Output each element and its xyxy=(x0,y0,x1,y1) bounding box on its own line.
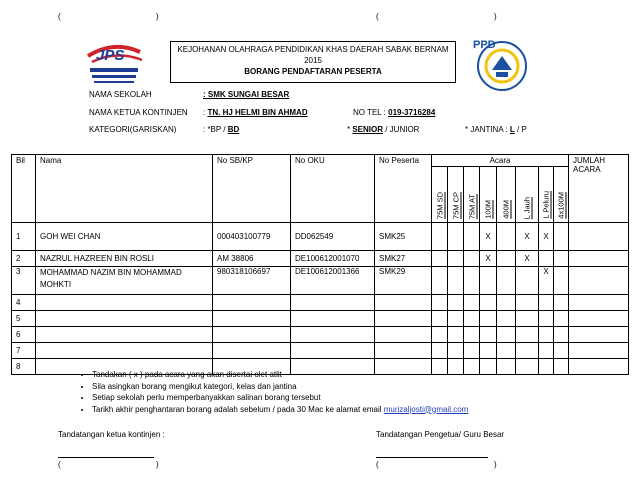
cell-jumlah xyxy=(569,223,629,251)
cell-event-mark[interactable] xyxy=(480,327,497,343)
cell-peserta: SMK29 xyxy=(375,267,432,295)
table-header-row xyxy=(12,155,629,167)
cell-event-mark: X xyxy=(539,267,554,295)
instruction-item: • Sila asingkan borang mengikut kategori, kelas dan jantina xyxy=(92,381,468,393)
cell-jumlah[interactable] xyxy=(569,295,629,311)
event-header xyxy=(554,167,569,223)
event-header xyxy=(464,167,480,223)
table-row xyxy=(12,251,629,267)
cell-event-mark xyxy=(539,251,554,267)
leader-signature-line[interactable] xyxy=(58,457,154,458)
category-value: BD xyxy=(227,125,240,134)
cell-event-mark[interactable] xyxy=(539,311,554,327)
cell-sbkp: 980318106697 xyxy=(213,267,291,295)
cell-event-mark[interactable] xyxy=(497,359,516,375)
cell-event-mark xyxy=(432,223,448,251)
leader-name-paren-close: ) xyxy=(156,460,159,469)
cell-event-mark[interactable] xyxy=(539,295,554,311)
cell-event-mark xyxy=(497,267,516,295)
cell-sbkp[interactable] xyxy=(213,327,291,343)
cell-jumlah xyxy=(569,251,629,267)
header-sbkp: No SB/KP xyxy=(213,155,291,223)
cell-peserta: SMK25 xyxy=(375,223,432,251)
header-bil: Bil xyxy=(12,155,36,223)
cell-nama[interactable] xyxy=(36,343,213,359)
cell-event-mark xyxy=(480,267,497,295)
cell-event-mark[interactable] xyxy=(539,359,554,375)
cell-event-mark[interactable] xyxy=(554,311,569,327)
event-title: KEJOHANAN OLAHRAGA PENDIDIKAN KHAS DAERAH SABAK BERNAM xyxy=(177,45,449,54)
cell-event-mark[interactable] xyxy=(448,327,464,343)
top-left-paren-open: ( xyxy=(58,12,61,21)
cell-event-mark[interactable] xyxy=(464,311,480,327)
cell-event-mark[interactable] xyxy=(432,295,448,311)
cell-oku: DD062549 xyxy=(291,223,375,251)
cell-event-mark xyxy=(464,267,480,295)
cell-oku[interactable] xyxy=(291,311,375,327)
cell-oku[interactable] xyxy=(291,295,375,311)
table-row xyxy=(12,223,629,251)
event-label: 75M CP xyxy=(451,191,460,219)
top-right-paren-open: ( xyxy=(376,12,379,21)
cell-event-mark[interactable] xyxy=(480,359,497,375)
category-prefix: : *BP / xyxy=(203,125,228,134)
cell-jumlah[interactable] xyxy=(569,343,629,359)
cell-event-mark[interactable] xyxy=(497,327,516,343)
tel-field xyxy=(353,108,435,117)
instruction-item: • Tandakan ( x ) pada acara yang akan disertai olet atlit xyxy=(92,369,468,381)
school-value: : SMK SUNGAI BESAR xyxy=(203,90,290,99)
cell-event-mark[interactable] xyxy=(554,343,569,359)
cell-event-mark xyxy=(432,267,448,295)
cell-event-mark[interactable] xyxy=(516,311,539,327)
senior-suffix: / JUNIOR xyxy=(383,125,420,134)
cell-event-mark xyxy=(448,251,464,267)
cell-event-mark[interactable] xyxy=(554,295,569,311)
cell-oku[interactable] xyxy=(291,343,375,359)
cell-bil: 2 xyxy=(12,251,36,267)
cell-event-mark[interactable] xyxy=(464,343,480,359)
cell-nama[interactable] xyxy=(36,295,213,311)
cell-event-mark[interactable] xyxy=(539,327,554,343)
leader-signature-label: Tandatangan ketua kontinjen : xyxy=(58,430,165,439)
event-header xyxy=(516,167,539,223)
principal-signature-line[interactable] xyxy=(376,457,488,458)
cell-event-mark[interactable] xyxy=(497,311,516,327)
cell-event-mark[interactable] xyxy=(516,295,539,311)
cell-jumlah[interactable] xyxy=(569,359,629,375)
cell-event-mark[interactable] xyxy=(554,359,569,375)
deadline-text: Tarikh akhir penghantaran borang adalah sebelum / pada 30 Mac ke alamat email xyxy=(92,404,384,414)
cell-event-mark: X xyxy=(480,223,497,251)
senior-value: SENIOR xyxy=(352,125,384,134)
cell-sbkp: AM 38806 xyxy=(213,251,291,267)
cell-event-mark xyxy=(448,223,464,251)
event-title-box xyxy=(170,41,456,83)
cell-event-mark xyxy=(464,223,480,251)
email-link[interactable]: murizaljosti@gmail.com xyxy=(383,404,469,414)
cell-nama[interactable] xyxy=(36,311,213,327)
event-header xyxy=(497,167,516,223)
cell-peserta: SMK27 xyxy=(375,251,432,267)
header-acara: Acara xyxy=(432,155,569,167)
cell-event-mark xyxy=(554,223,569,251)
cell-event-mark[interactable] xyxy=(432,343,448,359)
table-row xyxy=(12,311,629,327)
cell-event-mark xyxy=(497,251,516,267)
cell-event-mark[interactable] xyxy=(464,295,480,311)
senior-field xyxy=(347,125,419,134)
cell-event-mark[interactable] xyxy=(497,343,516,359)
cell-peserta[interactable] xyxy=(375,311,432,327)
leader-value: TN. HJ HELMI BIN AHMAD xyxy=(207,108,308,117)
top-right-paren-close: ) xyxy=(494,12,497,21)
cell-event-mark[interactable] xyxy=(448,311,464,327)
event-label: 75M AT xyxy=(467,193,476,219)
school-label: NAMA SEKOLAH xyxy=(89,90,152,99)
event-header xyxy=(448,167,464,223)
principal-signature-label: Tandatangan Pengetua/ Guru Besar xyxy=(376,430,505,439)
cell-event-mark[interactable] xyxy=(497,295,516,311)
registration-table xyxy=(11,154,629,375)
cell-bil: 7 xyxy=(12,343,36,359)
cell-event-mark xyxy=(554,267,569,295)
top-left-paren-close: ) xyxy=(156,12,159,21)
gender-field xyxy=(465,125,527,134)
cell-oku[interactable] xyxy=(291,327,375,343)
cell-event-mark[interactable] xyxy=(432,311,448,327)
leader-field xyxy=(203,108,308,117)
form-title: BORANG PENDAFTARAN PESERTA xyxy=(244,67,382,76)
cell-event-mark: X xyxy=(516,251,539,267)
cell-peserta[interactable] xyxy=(375,343,432,359)
event-header xyxy=(539,167,554,223)
jps-logo xyxy=(82,38,146,90)
cell-event-mark[interactable] xyxy=(464,327,480,343)
cell-event-mark[interactable] xyxy=(480,343,497,359)
cell-nama: GOH WEI CHAN xyxy=(36,223,213,251)
tel-label: NO TEL : xyxy=(353,108,389,117)
gender-value: L xyxy=(509,125,515,134)
cell-sbkp: 000403100779 xyxy=(213,223,291,251)
ppd-logo-text: PPD xyxy=(473,39,496,51)
event-year: 2015 xyxy=(304,56,322,65)
cell-bil: 8 xyxy=(12,359,36,375)
cell-event-mark xyxy=(464,251,480,267)
cell-sbkp[interactable] xyxy=(213,343,291,359)
event-label: 400M xyxy=(501,200,511,219)
table-row xyxy=(12,343,629,359)
principal-name-paren-close: ) xyxy=(494,460,497,469)
cell-bil: 3 xyxy=(12,267,36,295)
cell-event-mark xyxy=(497,223,516,251)
cell-event-mark: X xyxy=(480,251,497,267)
cell-event-mark: X xyxy=(539,223,554,251)
event-label: 4x100M xyxy=(556,192,566,219)
category-label: KATEGORI(GARISKAN) xyxy=(89,125,177,134)
header-jumlah: JUMLAH ACARA xyxy=(569,155,629,223)
cell-event-mark[interactable] xyxy=(448,295,464,311)
cell-event-mark xyxy=(432,251,448,267)
cell-event-mark[interactable] xyxy=(554,327,569,343)
event-header xyxy=(432,167,448,223)
cell-event-mark[interactable] xyxy=(480,311,497,327)
cell-bil: 1 xyxy=(12,223,36,251)
cell-jumlah[interactable] xyxy=(569,311,629,327)
cell-event-mark xyxy=(554,251,569,267)
event-label: L Peluru xyxy=(541,191,551,219)
cell-event-mark[interactable] xyxy=(516,327,539,343)
header-oku: No OKU xyxy=(291,155,375,223)
cell-bil: 6 xyxy=(12,327,36,343)
instruction-item xyxy=(92,404,468,416)
cell-oku: DE100612001366 xyxy=(291,267,375,295)
event-label: L Jauh xyxy=(522,196,532,219)
ppd-logo xyxy=(470,36,530,92)
gender-prefix: * JANTINA : xyxy=(465,125,510,134)
cell-event-mark[interactable] xyxy=(516,343,539,359)
cell-event-mark xyxy=(516,267,539,295)
jps-logo-text: JPS xyxy=(96,47,125,64)
instruction-item: • Setiap sekolah perlu memperbanyakkan salinan borang tersebut xyxy=(92,392,468,404)
instruction-list xyxy=(78,369,468,415)
tel-value: 019-3716284 xyxy=(388,108,436,117)
gender-suffix: / P xyxy=(514,125,527,134)
cell-nama: NAZRUL HAZREEN BIN ROSLI xyxy=(36,251,213,267)
category-field xyxy=(203,125,239,134)
cell-sbkp[interactable] xyxy=(213,295,291,311)
cell-bil: 5 xyxy=(12,311,36,327)
event-label: 100M xyxy=(483,200,493,219)
cell-nama: MOHAMMAD NAZIM BIN MOHAMMAD MOHKTI xyxy=(36,267,213,295)
leader-prefix: : xyxy=(203,108,208,117)
cell-peserta[interactable] xyxy=(375,295,432,311)
cell-peserta[interactable] xyxy=(375,327,432,343)
cell-event-mark xyxy=(448,267,464,295)
header-peserta: No Peserta xyxy=(375,155,432,223)
event-label: 75M SD xyxy=(435,191,444,219)
cell-oku: DE100612001070 xyxy=(291,251,375,267)
cell-event-mark[interactable] xyxy=(448,343,464,359)
cell-sbkp[interactable] xyxy=(213,311,291,327)
table-row xyxy=(12,267,629,295)
cell-event-mark: X xyxy=(516,223,539,251)
cell-jumlah[interactable] xyxy=(569,327,629,343)
cell-bil: 4 xyxy=(12,295,36,311)
table-row xyxy=(12,327,629,343)
cell-event-mark[interactable] xyxy=(480,295,497,311)
table-row xyxy=(12,295,629,311)
senior-prefix: * xyxy=(347,125,353,134)
header-nama: Nama xyxy=(36,155,213,223)
principal-name-paren-open: ( xyxy=(376,460,379,469)
cell-event-mark[interactable] xyxy=(539,343,554,359)
cell-jumlah xyxy=(569,267,629,295)
event-header xyxy=(480,167,497,223)
leader-name-paren-open: ( xyxy=(58,460,61,469)
cell-event-mark[interactable] xyxy=(516,359,539,375)
cell-event-mark[interactable] xyxy=(432,327,448,343)
leader-label: NAMA KETUA KONTINJEN xyxy=(89,108,188,117)
cell-nama[interactable] xyxy=(36,327,213,343)
